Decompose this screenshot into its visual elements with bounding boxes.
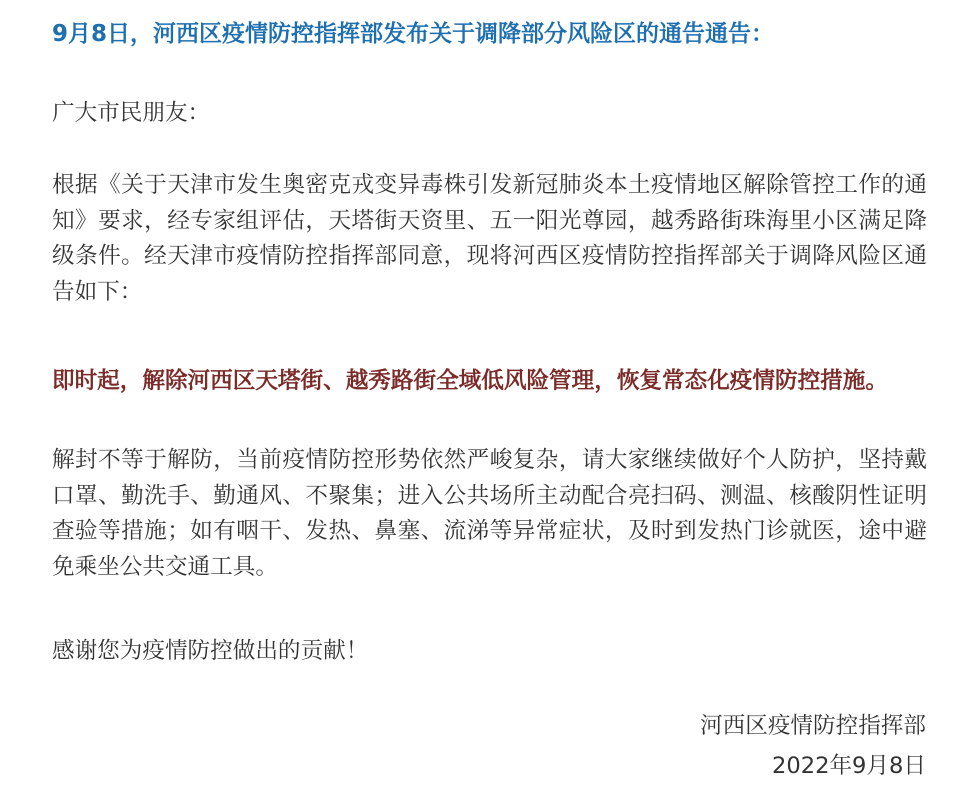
emphasis-paragraph: 即时起，解除河西区天塔街、越秀路街全域低风险管理，恢复常态化疫情防控措施。 (52, 368, 888, 394)
thanks-line: 感谢您为疫情防控做出的贡献！ (52, 638, 369, 664)
advice-paragraph: 解封不等于解防，当前疫情防控形势依然严峻复杂，请大家继续做好个人防护，坚持戴口罩、勤洗手、勤通风、不聚集；进入公共场所主动配合亮扫码、测温、核酸阴性证明查验等措施；如有咽干、发热、鼻塞、流涕等异常症状，及时到发热门诊就医，途中避免乘坐公共交通工具。 (52, 447, 927, 580)
greeting: 广大市民朋友： (52, 100, 211, 126)
signature-organization: 河西区疫情防控指挥部 (700, 713, 926, 739)
signature-date: 2022年9月8日 (771, 753, 926, 779)
notice-body-paragraph: 根据《关于天津市发生奥密克戎变异毒株引发新冠肺炎本土疫情地区解除管控工作的通知》要求，经专家组评估，天塔街天资里、五一阳光尊园，越秀路街珠海里小区满足降级条件。经天津市疫情防控指挥部同意，现将河西区疫情防控指挥部关于调降风险区通告如下： (52, 172, 927, 305)
notice-headline: 9月8日，河西区疫情防控指挥部发布关于调降部分风险区的通告通告： (52, 21, 775, 47)
